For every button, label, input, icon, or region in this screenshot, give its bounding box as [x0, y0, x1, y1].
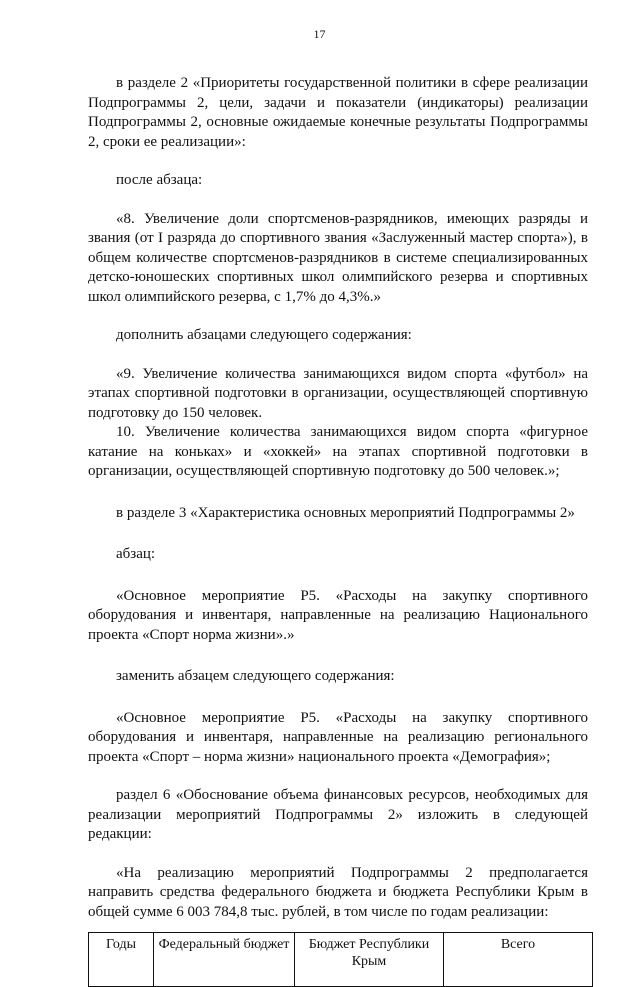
paragraph-after: после абзаца:: [116, 172, 203, 188]
paragraph-section-6: раздел 6 «Обоснование объема финансовых ресурсов, необходимых для реализации мероприятий Подпрограммы 2» изложить в следующей редакции:: [88, 787, 588, 842]
paragraph-item-9: «9. Увеличение количества занимающихся видом спорта «футбол» на этапах спортивной подготовки в организации, осуществляющей спортивную подготовку до 150 человек.: [88, 365, 588, 421]
paragraph-funding: «На реализацию мероприятий Подпрограммы 2 предполагается направить средства федерального бюджета и бюджета Республики Крым в общей сумме 6 003 784,8 тыс. рублей, в том числе по годам реализации:: [88, 864, 588, 920]
table-header-federal: Федеральный бюджет: [154, 933, 295, 987]
paragraph-replace: заменить абзацем следующего содержания:: [116, 668, 395, 684]
paragraph-add: дополнить абзацами следующего содержания:: [116, 327, 412, 343]
table-header-row: [89, 933, 593, 987]
budget-table: [88, 932, 593, 987]
paragraph-old-measure: «Основное мероприятие Р5. «Расходы на закупку спортивного оборудования и инвентаря, направленные на реализацию Национального проекта «Спорт норма жизни».»: [88, 587, 588, 643]
paragraph-section-2: в разделе 2 «Приоритеты государственной политики в сфере реализации Подпрограммы 2, цели, задачи и показатели (индикаторы) реализации Подпрограммы 2, основные ожидаемые конечные результаты Подпрограммы 2, сроки ее реализации»:: [88, 75, 588, 150]
document-body: [88, 74, 588, 987]
paragraph-new-measure: «Основное мероприятие Р5. «Расходы на закупку спортивного оборудования и инвентаря, направленные на реализацию регионального проекта «Спорт – норма жизни» национального проекта «Демография»;: [88, 709, 588, 765]
table-header-years: Годы: [89, 933, 154, 987]
table-header-total: Всего: [444, 933, 593, 987]
paragraph-item-8: «8. Увеличение доли спортсменов-разрядников, имеющих разряды и звания (от I разряда до спортивного звания «Заслуженный мастер спорта»), в общем количестве спортсменов-разрядников в системе специализированных детско-юношеских спортивных школ олимпийского резерва и спортивных школ олимпийского резерва, с 1,7% до 4,3%.»: [88, 210, 588, 305]
paragraph-abzac: абзац:: [116, 546, 156, 562]
paragraph-item-10: 10. Увеличение количества занимающихся видом спорта «фигурное катание на коньках» и «хоккей» на этапах спортивной подготовки в организации, осуществляющей спортивную подготовку до 500 человек.»;: [88, 424, 588, 479]
paragraph-section-3: в разделе 3 «Характеристика основных мероприятий Подпрограммы 2»: [116, 504, 575, 521]
page-number: 17: [313, 27, 326, 41]
table-header-regional: Бюджет Республики Крым: [295, 933, 444, 987]
